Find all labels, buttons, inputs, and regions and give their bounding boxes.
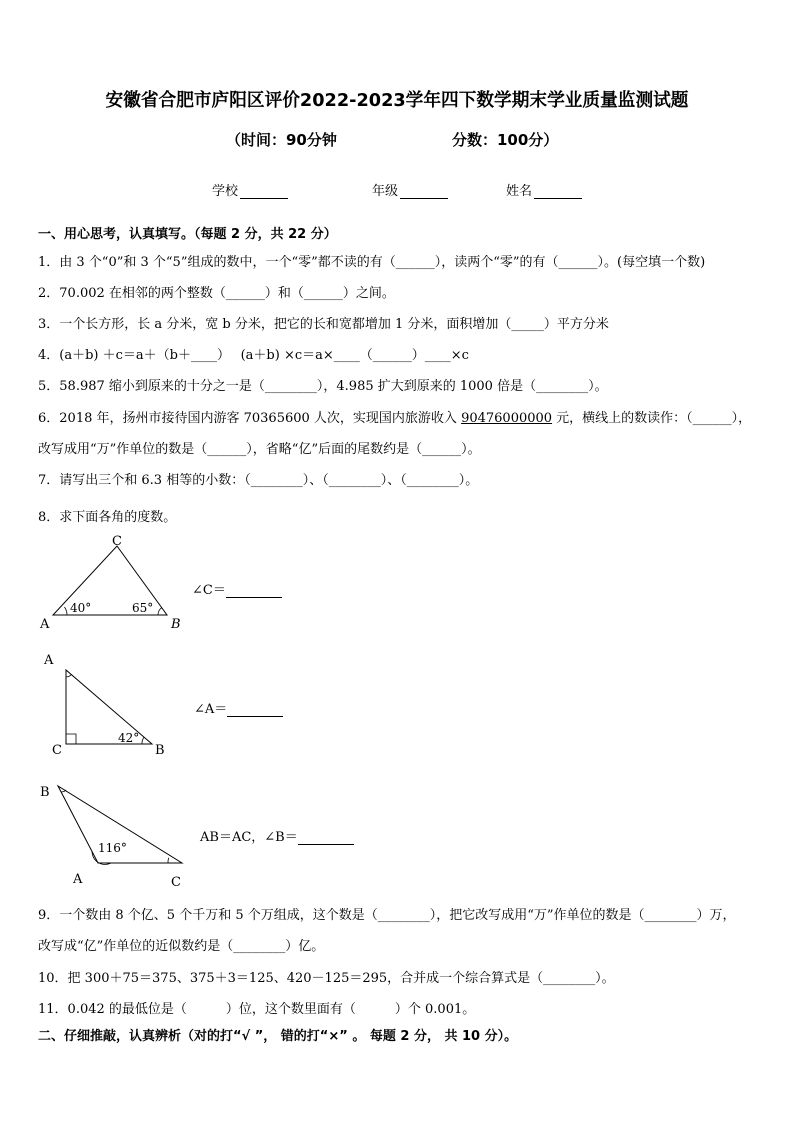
fig3-answer xyxy=(200,826,354,845)
fig1-answer-blank[interactable] xyxy=(226,585,282,598)
fig1-vertex-b: B xyxy=(171,617,181,632)
fig3-answer-label: AB＝AC，∠B＝ xyxy=(200,830,298,845)
school-field xyxy=(212,180,288,199)
fig1-angle-a: 40° xyxy=(70,601,92,615)
question-8: 8．求下面各角的度数。 xyxy=(38,510,177,525)
triangle-figure-2 xyxy=(36,650,196,760)
fig2-vertex-c: C xyxy=(52,743,62,758)
section-1-heading: 一、用心思考，认真填写。（每题 2 分，共 22 分） xyxy=(38,227,337,242)
fig1-vertex-c: C xyxy=(112,534,122,549)
fig1-angle-b: 65° xyxy=(132,601,154,615)
question-3: 3．一个长方形，长 a 分米，宽 b 分米，把它的长和宽都增加 1 分米，面积增加（_____）平方分米 xyxy=(38,317,609,332)
q6-text-end: 元，横线上的数读作：（______）， xyxy=(552,411,752,426)
question-6-line-2: 改写成用“万”作单位的数是（______），省略“亿”后面的尾数约是（______）。 xyxy=(38,442,481,457)
exam-score: 分数：100分） xyxy=(452,131,559,149)
fig3-vertex-c: C xyxy=(171,875,181,890)
fig2-vertex-b: B xyxy=(155,743,165,758)
triangle-figure-3 xyxy=(36,780,196,890)
page-title: 安徽省合肥市庐阳区评价2022-2023学年四下数学期末学业质量监测试题 xyxy=(105,90,689,111)
name-field xyxy=(506,180,582,199)
fig2-angle-b: 42° xyxy=(118,731,140,745)
fig3-vertex-a: A xyxy=(73,872,83,887)
fig2-answer xyxy=(194,698,283,717)
grade-blank[interactable] xyxy=(400,186,448,199)
name-label: 姓名 xyxy=(506,184,533,199)
question-11: 11．0.042 的最低位是（ ）位，这个数里面有（ ）个 0.001。 xyxy=(38,1002,476,1017)
q6-text: 6．2018 年，扬州市接待国内游客 70365600 人次，实现国内旅游收入 xyxy=(38,411,462,426)
grade-field xyxy=(372,180,448,199)
school-blank[interactable] xyxy=(240,186,288,199)
fig1-answer xyxy=(192,579,282,598)
question-9-line-1: 9．一个数由 8 个亿、5 个千万和 5 个万组成，这个数是（________），把它改写成用“万”作单位的数是（________）万， xyxy=(38,908,736,923)
question-1: 1．由 3 个“0”和 3 个“5”组成的数中，一个“零”都不读的有（______），读两个“零”的有（______）。(每空填一个数) xyxy=(38,255,706,270)
fig3-vertex-b: B xyxy=(40,785,50,800)
question-4: 4．(a＋b) ＋c＝a＋（b＋____） (a＋b) ×c＝a×____（______）____×c xyxy=(38,348,469,363)
exam-time: （时间：90分钟 xyxy=(226,131,337,149)
triangle-figure-1 xyxy=(36,532,196,632)
question-5: 5．58.987 缩小到原来的十分之一是（________），4.985 扩大到原来的 1000 倍是（________）。 xyxy=(38,379,608,394)
fig1-vertex-a: A xyxy=(40,617,50,632)
question-9-line-2: 改写成“亿”作单位的近似数约是（________）亿。 xyxy=(38,939,325,954)
fig1-answer-label: ∠C＝ xyxy=(192,583,226,598)
q6-underlined-number: 90476000000 xyxy=(461,411,553,426)
question-10: 10．把 300＋75＝375、375＋3＝125、420－125＝295，合并成一个综合算式是（________）。 xyxy=(38,971,615,986)
name-blank[interactable] xyxy=(534,186,582,199)
fig2-vertex-a: A xyxy=(44,653,54,668)
fig2-answer-label: ∠A＝ xyxy=(194,702,228,717)
question-6-line-1 xyxy=(38,407,751,426)
school-label: 学校 xyxy=(212,184,239,199)
grade-label: 年级 xyxy=(372,184,399,199)
fig2-answer-blank[interactable] xyxy=(227,704,283,717)
question-2: 2．70.002 在相邻的两个整数（______）和（______）之间。 xyxy=(38,286,395,301)
question-7: 7．请写出三个和 6.3 相等的小数：（________）、（________）、（________）。 xyxy=(38,473,479,488)
fig3-angle-a: 116° xyxy=(98,841,127,855)
fig3-answer-blank[interactable] xyxy=(298,832,354,845)
section-2-heading: 二、仔细推敲，认真辨析（对的打“√ ”， 错的打“×” 。 每题 2 分， 共 10 分）。 xyxy=(38,1029,518,1044)
